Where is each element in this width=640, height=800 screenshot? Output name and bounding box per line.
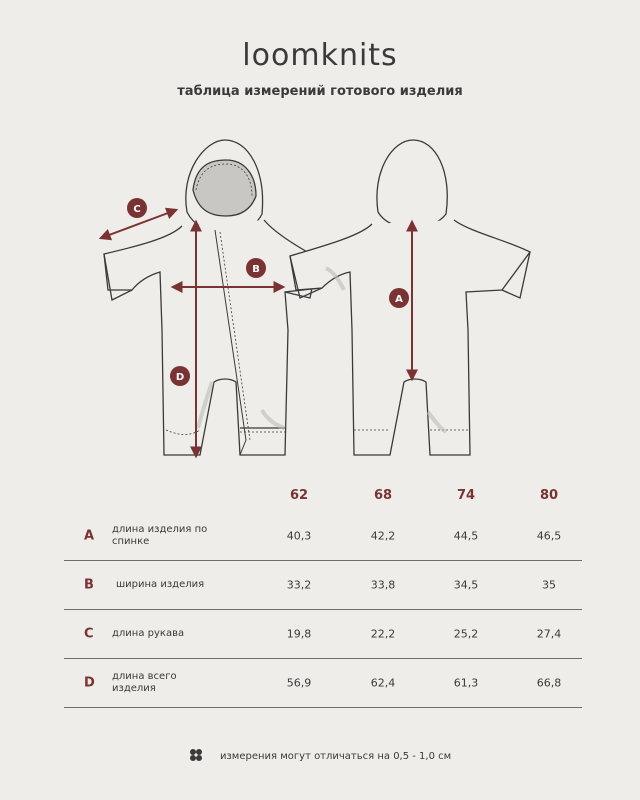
cell-value: 44,5 <box>453 529 479 543</box>
cell-value: 19,8 <box>286 627 312 641</box>
flower-icon <box>189 748 203 765</box>
back-garment-view <box>290 140 530 455</box>
row-letter: B <box>84 577 94 593</box>
size-header: 80 <box>539 488 559 503</box>
garment-diagram <box>0 120 640 465</box>
table-row <box>64 561 582 610</box>
size-header: 74 <box>456 488 476 503</box>
footer-note <box>0 748 640 765</box>
svg-text:A: A <box>395 294 403 305</box>
cell-value: 34,5 <box>453 578 479 592</box>
brand-logo: loomknits <box>242 38 398 73</box>
size-header-row <box>64 488 582 512</box>
marker-b-badge <box>246 258 266 278</box>
cell-value: 66,8 <box>536 676 562 690</box>
measurement-table <box>64 488 582 708</box>
row-label: ширина изделия <box>116 579 205 590</box>
marker-d-badge <box>170 366 190 386</box>
svg-text:C: C <box>133 204 141 215</box>
front-garment-view <box>104 140 320 455</box>
page-subtitle: таблица измерений готового изделия <box>177 84 463 99</box>
table-row <box>64 659 582 708</box>
cell-value: 61,3 <box>453 676 479 690</box>
svg-text:B: B <box>252 264 260 275</box>
footer-text: измерения могут отличаться на 0,5 - 1,0 см <box>219 751 452 762</box>
table-row <box>64 610 582 659</box>
svg-text:D: D <box>175 372 185 383</box>
cell-value: 35 <box>542 578 556 592</box>
row-letter: C <box>84 626 94 642</box>
cell-value: 33,2 <box>286 578 312 592</box>
row-letter: D <box>84 675 95 691</box>
row-label: длина изделия по спинке <box>112 524 208 547</box>
cell-value: 22,2 <box>370 627 396 641</box>
marker-a-badge <box>389 288 409 308</box>
cell-value: 46,5 <box>536 529 562 543</box>
cell-value: 27,4 <box>536 627 562 641</box>
size-header: 68 <box>373 488 393 503</box>
size-header: 62 <box>289 488 309 503</box>
marker-c-badge <box>127 198 147 218</box>
cell-value: 25,2 <box>453 627 479 641</box>
cell-value: 56,9 <box>286 676 312 690</box>
row-label: длина всего изделия <box>112 671 177 694</box>
cell-value: 40,3 <box>286 529 312 543</box>
cell-value: 33,8 <box>370 578 396 592</box>
cell-value: 62,4 <box>370 676 396 690</box>
row-letter: A <box>84 528 95 544</box>
table-row <box>64 512 582 561</box>
row-label: длина рукава <box>112 628 185 639</box>
cell-value: 42,2 <box>370 529 396 543</box>
